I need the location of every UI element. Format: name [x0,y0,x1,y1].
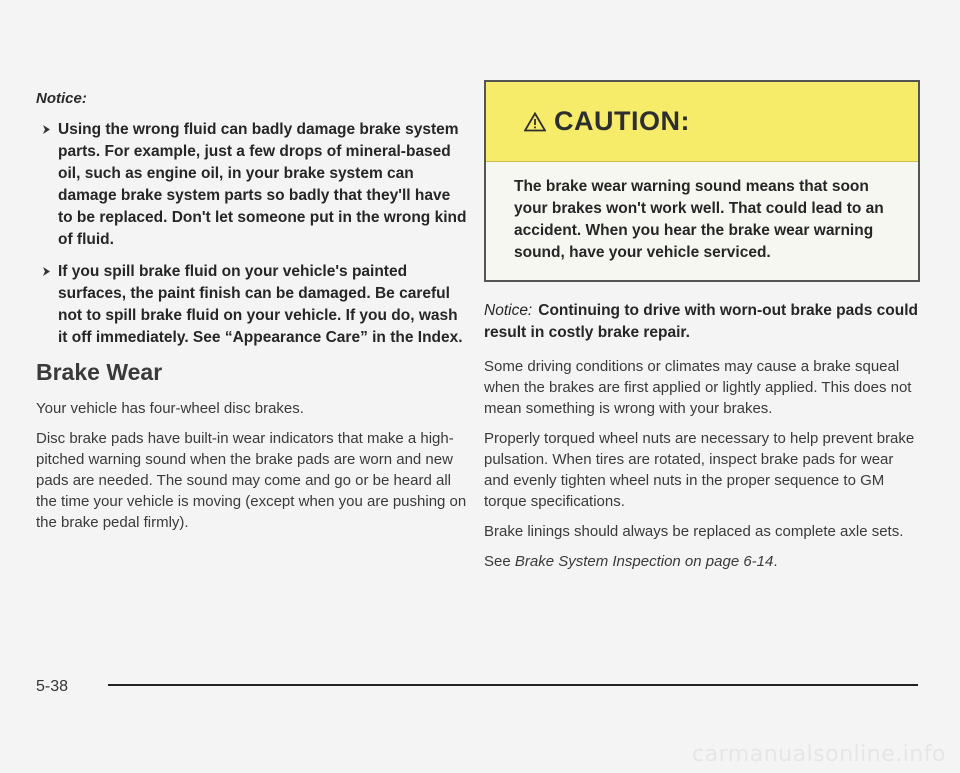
see-suffix: . [773,553,778,570]
caution-header [486,82,918,162]
caution-text: The brake wear warning sound means that soon your brakes won't work well. That could lead to an accident. When you hear the brake wear warning sound, have your vehicle serviced. [514,178,884,261]
paragraph: Brake linings should always be replaced as complete axle sets. [484,523,904,540]
caution-box [484,80,920,282]
see-reference [484,551,920,572]
notice-label: Notice: [484,302,533,319]
right-column [484,80,920,581]
notice-bullets [36,119,468,349]
bullet-item [36,261,468,349]
bullet-icon [42,124,51,135]
see-prefix: See [484,553,515,570]
paragraph: Your vehicle has four-wheel disc brakes. [36,400,304,417]
paragraph: Disc brake pads have built-in wear indicators that make a high-pitched warning sound when the brake pads are worn and new pads are needed. The sound may come and go or be heard all the time your vehicle is moving (except when you are pushing on the brake pedal firmly). [36,430,467,531]
footer-rule [108,684,918,686]
bullet-item [36,119,468,251]
paragraph: Properly torqued wheel nuts are necessary to help prevent brake pulsation. When tires are rotated, inspect brake pads for wear and evenly tighten wheel nuts in the proper sequence to GM torque specifications. [484,430,915,510]
paragraph: Some driving conditions or climates may cause a brake squeal when the brakes are first applied or lightly applied. This does not mean something is wrong with your brakes. [484,358,912,417]
bullet-text: If you spill brake fluid on your vehicle's painted surfaces, the paint finish can be damaged. Be careful not to spill brake fluid on your vehicle. If you do, wash it off immediately. See “Appearance Care” in the Index. [58,263,463,346]
notice-line [484,300,920,344]
page-number: 5-38 [36,678,69,695]
bullet-icon [42,266,51,277]
left-column [36,90,468,542]
warning-triangle-icon [524,112,546,132]
notice-label: Notice: [36,90,87,107]
notice-text: Continuing to drive with worn-out brake pads could result in costly brake repair. [484,302,918,341]
section-heading: Brake Wear [36,359,163,385]
bullet-text: Using the wrong fluid can badly damage brake system parts. For example, just a few drops of mineral-based oil, such as engine oil, in your brake system can damage brake system parts so badly that they'll have to be replaced. Don't let someone put in the wrong kind of fluid. [58,121,467,248]
watermark: carmanualsonline.info [692,742,946,767]
caution-title: CAUTION: [554,106,690,136]
cross-reference-link[interactable]: Brake System Inspection on page 6-14 [514,553,774,570]
